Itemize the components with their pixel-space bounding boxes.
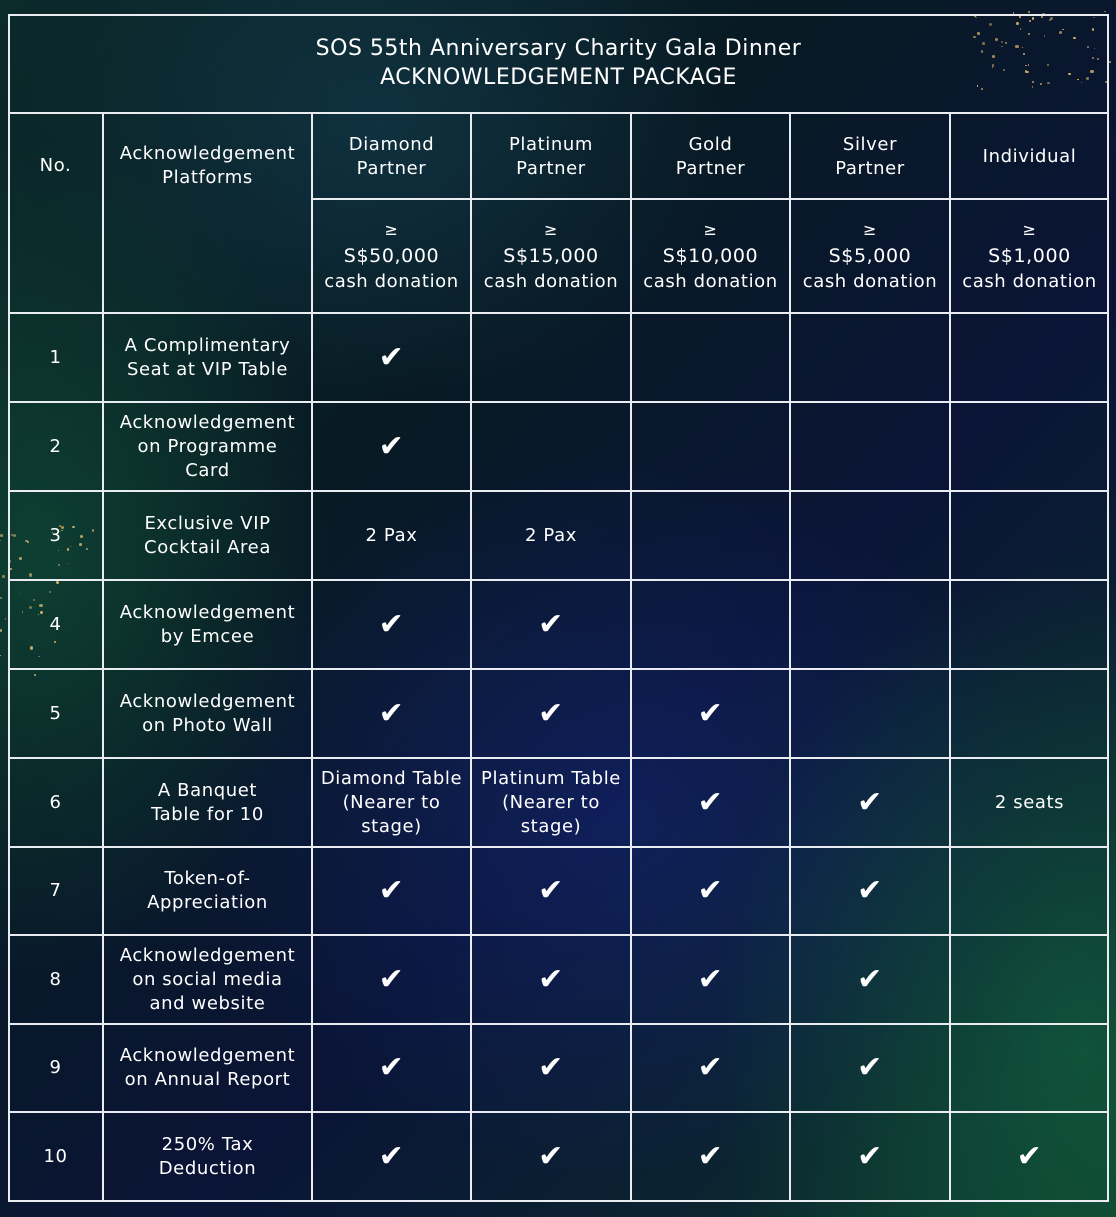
tier-ge-symbol: ≥ <box>862 220 877 239</box>
row-number-label: 3 <box>49 524 62 546</box>
checkmark-icon: ✔ <box>538 606 564 642</box>
benefit-cell-platinum <box>471 935 631 1024</box>
benefit-cell-individual <box>950 758 1109 847</box>
benefit-cell-gold <box>631 313 790 402</box>
checkmark-icon: ✔ <box>378 1050 405 1085</box>
benefit-cell-gold <box>631 1024 790 1112</box>
row-number-label: 4 <box>49 613 62 635</box>
tier-amount: S$50,000 <box>343 245 440 267</box>
sparkle-dot <box>2 575 4 577</box>
tier-amount: S$1,000 <box>988 245 1071 267</box>
checkmark-icon: ✔ <box>857 1050 883 1085</box>
benefit-cell-diamond <box>312 313 471 402</box>
benefit-cell-individual <box>950 402 1109 491</box>
tier-amount-platinum <box>471 199 631 313</box>
tier-amount-block <box>643 217 778 295</box>
benefit-cell-platinum <box>471 313 631 402</box>
row-number <box>8 669 103 758</box>
row-number-label: 9 <box>49 1057 62 1078</box>
row-number <box>8 847 103 935</box>
title-line-2: ACKNOWLEDGEMENT PACKAGE <box>380 65 737 90</box>
tier-ge-symbol: ≥ <box>1022 220 1037 239</box>
sparkle-dot <box>0 540 1 541</box>
row-number-label: 1 <box>49 346 62 368</box>
benefit-cell-gold <box>631 669 790 758</box>
benefit-cell-diamond <box>312 669 471 758</box>
checkmark-icon: ✔ <box>378 1139 405 1174</box>
row-number <box>8 935 103 1024</box>
benefit-cell-diamond <box>312 935 471 1024</box>
tier-amount-block <box>484 217 619 295</box>
row-number <box>8 491 103 580</box>
benefit-cell-diamond <box>312 1112 471 1202</box>
platform-name <box>103 669 312 758</box>
platform-name <box>103 758 312 847</box>
row-number <box>8 580 103 669</box>
benefit-cell-silver <box>790 1112 950 1202</box>
header-platforms <box>103 114 312 218</box>
benefit-text: Diamond Table (Nearer to stage) <box>320 767 463 837</box>
benefit-cell-individual <box>950 669 1109 758</box>
sparkle-dot <box>0 629 2 631</box>
benefit-cell-silver <box>790 491 950 580</box>
benefit-cell-silver <box>790 313 950 402</box>
benefit-text: 2 Pax <box>525 524 577 546</box>
benefit-cell-diamond <box>312 580 471 669</box>
tier-amount-block <box>324 217 459 295</box>
benefit-cell-platinum <box>471 580 631 669</box>
platform-name-label: Exclusive VIP Cocktail Area <box>144 512 271 558</box>
row-number <box>8 402 103 491</box>
checkmark-icon: ✔ <box>857 1139 883 1174</box>
benefit-cell-silver <box>790 935 950 1024</box>
checkmark-icon: ✔ <box>1016 1139 1043 1174</box>
row-number-label: 8 <box>49 968 62 990</box>
tier-name-gold <box>631 114 790 199</box>
row-number-label: 6 <box>49 791 62 813</box>
row-number <box>8 1112 103 1202</box>
benefit-text: 2 seats <box>994 791 1065 813</box>
benefit-cell-platinum <box>471 847 631 935</box>
platform-name <box>103 402 312 491</box>
benefit-cell-gold <box>631 935 790 1024</box>
platform-name <box>103 1024 312 1112</box>
tier-name-label: Platinum Partner <box>508 133 594 179</box>
benefit-cell-platinum <box>471 1112 631 1202</box>
header-no-label: No. <box>39 155 72 176</box>
checkmark-icon: ✔ <box>378 428 405 464</box>
header-platforms-label: Acknowledgement Platforms <box>119 143 296 188</box>
header-no <box>8 114 103 218</box>
checkmark-icon: ✔ <box>857 784 883 820</box>
benefit-cell-platinum <box>471 669 631 758</box>
checkmark-icon: ✔ <box>378 961 405 997</box>
platform-name-label: A Banquet Table for 10 <box>151 779 264 825</box>
benefit-cell-diamond <box>312 402 471 491</box>
platform-name <box>103 491 312 580</box>
benefit-cell-gold <box>631 758 790 847</box>
tier-amount-block <box>962 217 1097 295</box>
platform-name <box>103 580 312 669</box>
platform-name-label: Acknowledgement by Emcee <box>119 601 296 647</box>
tier-amount: S$5,000 <box>828 245 912 267</box>
tier-amount-individual <box>950 199 1109 313</box>
benefit-cell-gold <box>631 1112 790 1202</box>
benefit-cell-diamond <box>312 491 471 580</box>
platform-name <box>103 313 312 402</box>
checkmark-icon: ✔ <box>378 695 405 731</box>
benefit-cell-silver <box>790 758 950 847</box>
benefit-cell-silver <box>790 1024 950 1112</box>
sparkle-dot <box>5 618 6 619</box>
tier-name-platinum <box>471 114 631 199</box>
benefit-cell-gold <box>631 580 790 669</box>
checkmark-icon: ✔ <box>538 1139 564 1174</box>
checkmark-icon: ✔ <box>697 961 724 997</box>
platform-name <box>103 847 312 935</box>
benefit-cell-diamond <box>312 758 471 847</box>
tier-name-label: Individual <box>982 145 1077 167</box>
sparkle-dot <box>0 597 2 599</box>
sparkle-dot <box>1028 11 1030 13</box>
benefit-cell-individual <box>950 935 1109 1024</box>
benefit-cell-silver <box>790 847 950 935</box>
platform-name-label: Acknowledgement on Photo Wall <box>119 690 296 736</box>
tier-name-individual <box>950 114 1109 199</box>
checkmark-icon: ✔ <box>378 873 405 908</box>
benefit-cell-silver <box>790 669 950 758</box>
row-number-label: 10 <box>43 1146 68 1167</box>
row-number <box>8 1024 103 1112</box>
checkmark-icon: ✔ <box>697 1050 724 1085</box>
sparkle-dot <box>0 655 1 656</box>
tier-amount: S$10,000 <box>662 245 759 267</box>
tier-note: cash donation <box>643 271 778 292</box>
benefit-cell-platinum <box>471 402 631 491</box>
tier-note: cash donation <box>483 271 619 292</box>
checkmark-icon: ✔ <box>378 606 405 642</box>
benefit-cell-individual <box>950 580 1109 669</box>
tier-name-diamond <box>312 114 471 199</box>
platform-name <box>103 935 312 1024</box>
platform-name-label: Acknowledgement on Programme Card <box>119 411 296 481</box>
benefit-text: Platinum Table (Nearer to stage) <box>481 767 621 837</box>
tier-amount-gold <box>631 199 790 313</box>
tier-ge-symbol: ≥ <box>384 220 399 239</box>
benefit-cell-diamond <box>312 847 471 935</box>
tier-name-label: Gold Partner <box>675 133 746 179</box>
title-line-1: SOS 55th Anniversary Charity Gala Dinner <box>315 36 802 61</box>
row-number <box>8 313 103 402</box>
benefit-cell-diamond <box>312 1024 471 1112</box>
platform-name-label: A Complimentary Seat at VIP Table <box>124 334 291 380</box>
row-number-label: 7 <box>49 880 62 901</box>
checkmark-icon: ✔ <box>857 961 883 997</box>
checkmark-icon: ✔ <box>697 784 724 820</box>
benefit-cell-individual <box>950 313 1109 402</box>
platform-name-label: Acknowledgement on Annual Report <box>119 1045 296 1090</box>
checkmark-icon: ✔ <box>538 695 564 731</box>
checkmark-icon: ✔ <box>378 339 405 375</box>
tier-note: cash donation <box>324 271 459 292</box>
tier-ge-symbol: ≥ <box>543 220 558 239</box>
tier-ge-symbol: ≥ <box>703 220 718 239</box>
benefit-cell-individual <box>950 1112 1109 1202</box>
sparkle-dot <box>0 534 3 537</box>
row-number <box>8 758 103 847</box>
checkmark-icon: ✔ <box>697 873 724 908</box>
checkmark-icon: ✔ <box>538 961 564 997</box>
benefit-cell-individual <box>950 847 1109 935</box>
page-title <box>8 14 1109 114</box>
platform-name <box>103 1112 312 1202</box>
benefit-cell-silver <box>790 580 950 669</box>
checkmark-icon: ✔ <box>857 873 883 908</box>
benefit-cell-individual <box>950 1024 1109 1112</box>
tier-amount-block <box>803 217 938 295</box>
checkmark-icon: ✔ <box>538 873 564 908</box>
platform-name-label: 250% Tax Deduction <box>158 1134 257 1179</box>
tier-name-silver <box>790 114 950 199</box>
tier-note: cash donation <box>802 271 938 292</box>
benefit-text: 2 Pax <box>365 524 418 546</box>
benefit-cell-platinum <box>471 1024 631 1112</box>
benefit-cell-silver <box>790 402 950 491</box>
platform-name-label: Acknowledgement on social media and website <box>119 944 296 1014</box>
tier-name-label: Silver Partner <box>835 133 905 179</box>
benefit-cell-gold <box>631 402 790 491</box>
checkmark-icon: ✔ <box>538 1050 564 1085</box>
benefit-cell-gold <box>631 847 790 935</box>
row-number-label: 5 <box>49 702 62 724</box>
benefit-cell-gold <box>631 491 790 580</box>
checkmark-icon: ✔ <box>697 695 724 731</box>
tier-name-label: Diamond Partner <box>348 133 435 179</box>
benefit-cell-individual <box>950 491 1109 580</box>
benefit-cell-platinum <box>471 491 631 580</box>
tier-amount: S$15,000 <box>503 245 599 267</box>
tier-amount-diamond <box>312 199 471 313</box>
benefit-cell-platinum <box>471 758 631 847</box>
tier-amount-silver <box>790 199 950 313</box>
checkmark-icon: ✔ <box>697 1139 724 1174</box>
platform-name-label: Token-of- Appreciation <box>147 868 268 913</box>
sparkle-dot <box>1104 11 1106 13</box>
row-number-label: 2 <box>49 435 62 457</box>
tier-note: cash donation <box>962 271 1097 292</box>
